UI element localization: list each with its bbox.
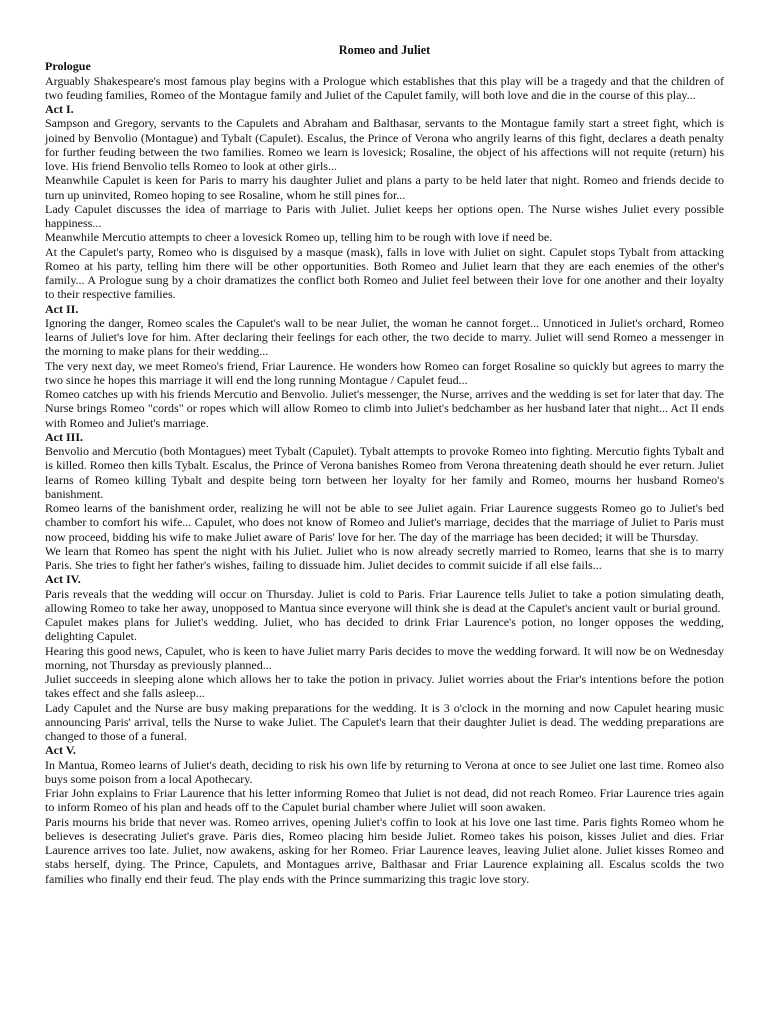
paragraph: Romeo catches up with his friends Mercutio and Benvolio. Juliet's messenger, the Nurse, arrives and the wedding is set for later that day. The Nurse brings Romeo "cords" or ropes which will allow Romeo to climb into Juliet's bedchamber as her husband later that night... Act II ends with Romeo and Juliet's marriage. [45, 387, 724, 430]
section-heading: Act V. [45, 743, 76, 758]
document-title: Romeo and Juliet [338, 43, 431, 57]
paragraph: The very next day, we meet Romeo's friend, Friar Laurence. He wonders how Romeo can forget Rosaline so quickly but agrees to marry the two since he hopes this marriage it will end the long running Montague / Capulet feud... [45, 358, 724, 387]
paragraph: Paris mourns his bride that never was. Romeo arrives, opening Juliet's coffin to look at his love one last time. Paris fights Romeo whom he believes is desecrating Juliet's grave. Paris dies, Romeo placing him beside Juliet. Romeo takes his poison, kisses Juliet and dies. Friar Laurence arrives too late. Juliet, now awakens, asking for her Romeo. Friar Laurence leaves, leaving Juliet alone. Juliet kisses Romeo and stabs herself, dying. The Prince, Capulets, and Montagues arrive, Balthasar and Friar Laurence explaining all. Escalus scolds the two families who finally end their feud. The play ends with the Prince summarizing this tragic love story. [45, 814, 724, 886]
paragraph: Juliet succeeds in sleeping alone which allows her to take the potion in privacy. Juliet worries about the Friar's intentions before the potion takes effect and she falls asleep... [45, 672, 724, 701]
paragraph: Lady Capulet and the Nurse are busy making preparations for the wedding. It is 3 o'clock in the morning and now Capulet hearing music announcing Paris' arrival, tells the Nurse to wake Juliet. The Capulet's learn that their daughter Juliet is dead. The wedding preparations are changed to those of a funeral. [45, 700, 724, 743]
paragraph: At the Capulet's party, Romeo who is disguised by a masque (mask), falls in love with Juliet on sight. Capulet stops Tybalt from attacking Romeo at his party, telling him there will be other opportunities. Both Romeo and Juliet learn that they are each enemies of the other's family... A Prologue sung by a choir dramatizes the conflict both Romeo and Juliet feel between their love for one another and their loyalty to their respective families. [45, 244, 724, 302]
section-heading: Act III. [45, 429, 83, 444]
paragraph: Lady Capulet discusses the idea of marriage to Paris with Juliet. Juliet keeps her options open. The Nurse wishes Juliet every possible happiness... [45, 201, 724, 230]
document-body [45, 59, 724, 886]
paragraph: Benvolio and Mercutio (both Montagues) meet Tybalt (Capulet). Tybalt attempts to provoke Romeo into fighting. Mercutio fights Tybalt and is killed. Romeo then kills Tybalt. Escalus, the Prince of Verona banishes Romeo from Verona threatening death should he ever return. Juliet learns of Romeo killing Tybalt and despite being torn between her loyalty for her family and Romeo, mourns her husband Romeo's banishment. [45, 444, 724, 501]
section-heading: Prologue [45, 59, 91, 74]
section-heading: Act IV. [45, 572, 81, 587]
paragraph: Hearing this good news, Capulet, who is keen to have Juliet marry Paris decides to move the wedding forward. It will now be on Wednesday morning, not Thursday as previously planned... [45, 643, 724, 672]
paragraph: Ignoring the danger, Romeo scales the Capulet's wall to be near Juliet, the woman he cannot forget... Unnoticed in Juliet's orchard, Romeo learns of Juliet's love for him. After declaring their feelings for each other, the two decide to marry. Juliet will send Romeo a messenger in the morning to make plans for their wedding... [45, 315, 724, 359]
paragraph: Sampson and Gregory, servants to the Capulets and Abraham and Balthasar, servants to the Montague family start a street fight, which is joined by Benvolio (Montague) and Tybalt (Capulet). Escalus, the Prince of Verona who angrily learns of this fight, declares a death penalty for further feuding between the two families. Romeo we learn is lovesick; Rosaline, the object of his affections will not requite (return) his love. His friend Benvolio tells Romeo to look at other girls... [45, 116, 724, 173]
paragraph: Meanwhile Mercutio attempts to cheer a lovesick Romeo up, telling him to be rough with love if need be. [45, 230, 553, 245]
paragraph: Romeo learns of the banishment order, realizing he will not be able to see Juliet again. Friar Laurence suggests Romeo go to Juliet's bed chamber to comfort his wife... Capulet, who does not know of Romeo and Juliet's marriage, decides that the marriage of Juliet to Paris must now proceed, bidding his wife to make Juliet aware of Paris' love for her. The day of the marriage has been decided; it will be Thursday. [45, 501, 724, 544]
paragraph: Arguably Shakespeare's most famous play begins with a Prologue which establishes that this play will be a tragedy and that the children of two feuding families, Romeo of the Montague family and Juliet of the Capulet family, will both love and die in the course of this play... [45, 73, 724, 102]
paragraph: Friar John explains to Friar Laurence that his letter informing Romeo that Juliet is not dead, did not reach Romeo. Friar Laurence tries again to inform Romeo of his plan and heads off to the Capulet burial chamber where Juliet will soon awaken. [45, 786, 724, 815]
paragraph: Meanwhile Capulet is keen for Paris to marry his daughter Juliet and plans a party to be held later that night. Romeo and friends decide to turn up uninvited, Romeo hoping to see Rosaline, whom he still pines for... [45, 173, 724, 202]
section-heading: Act I. [45, 102, 74, 116]
paragraph: In Mantua, Romeo learns of Juliet's death, deciding to risk his own life by returning to Verona at once to see Juliet one last time. Romeo also buys some poison from a local Apothecary. [45, 757, 724, 786]
paragraph: We learn that Romeo has spent the night with his Juliet. Juliet who is now already secretly married to Romeo, learns that she is to marry Paris. She tries to fight her father's wishes, failing to dissuade him. Juliet decides to commit suicide if all else fails... [45, 543, 724, 572]
section-heading: Act II. [45, 301, 79, 316]
paragraph: Capulet makes plans for Juliet's wedding. Juliet, who has decided to drink Friar Laurence's potion, no longer opposes the wedding, delighting Capulet. [45, 615, 724, 644]
paragraph: Paris reveals that the wedding will occur on Thursday. Juliet is cold to Paris. Friar Laurence tells Juliet to take a potion simulating death, allowing Romeo to take her away, unopposed to Mantua since everyone will think she is dead at the Capulet's ancient vault or burial ground. [45, 586, 724, 615]
